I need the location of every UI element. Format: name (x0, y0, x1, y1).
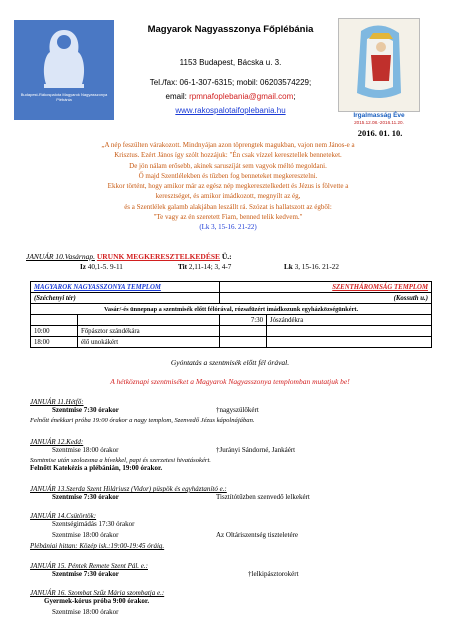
day-tuesday (30, 438, 430, 472)
church2-intention (267, 337, 432, 348)
day-thursday (30, 512, 430, 550)
church2-time (220, 337, 267, 348)
day-friday (30, 562, 430, 581)
day-note: Plébániai hittan: Közép isk.:19:00-19:45 óráig. (30, 542, 165, 550)
church2-intention: Jószándékra (267, 315, 432, 326)
email-suffix: ; (293, 92, 296, 101)
reading2-ref: 2,11-14; 3, 4-7 (187, 263, 232, 271)
church1-name: MAGYAROK NAGYASSZONYA TEMPLOM (31, 282, 220, 293)
day-saturday (30, 589, 430, 619)
address: 1153 Budapest, Bácska u. 3. (179, 58, 282, 67)
mass-time: Szentmise 18:00 órakor (52, 446, 119, 454)
day-title: JANUÁR 14.Csütörtök: (30, 512, 97, 520)
mass-intention: Tisztítótűzben szenvedő lelkekért (216, 493, 310, 501)
day-wednesday (30, 485, 430, 504)
logo-caption: Budapest-Rákospalota Magyarok Nagyasszonya Plébánia (20, 92, 108, 102)
gospel-book: Lk (284, 263, 293, 271)
quote-line: "Te vagy az én szeretett Fiam, benned telik kedvem." (153, 213, 303, 222)
day-title: JANUÁR 11.Hétfő: (30, 398, 84, 406)
day-note: Szentmise után szolozsma a hívekkel, papi és szerzetesi hivatásokért. (30, 457, 211, 464)
quote-line: Krisztus. Ezért János így szólt hozzájuk: "Én csak vízzel keresztellek benneteket. (114, 151, 342, 160)
day-title: JANUÁR 16. Szombat Szűz Mária szombatja e.: (30, 589, 165, 597)
day-title: JANUÁR 12.Kedd: (30, 438, 84, 446)
sunday-mass-table (30, 281, 432, 348)
church1-time: 18:00 (31, 337, 78, 348)
church2-location: (Kossuth u.) (220, 293, 432, 304)
confession-note: Gyóntatás a szentmisék előtt fél órával. (170, 358, 290, 367)
mercy-year-title: Irgalmasság Éve (353, 112, 405, 119)
day-note: Felnőtt énekkari próba 19:00 órakor a nagy templom, Szenvedő Jézus kápolnájában. (30, 417, 255, 424)
sunday-heading (26, 252, 446, 261)
church1-time (31, 315, 78, 326)
church2-time (220, 326, 267, 337)
quote-line: és a Szentlélek galamb alakjában leszállt rá. Szózat is hallatszott az égből: (124, 202, 332, 211)
mass-time: Szentmise 7:30 órakor (52, 570, 119, 578)
adoration-time: Szentségimádás 17:30 órakor (52, 520, 135, 528)
church1-intention (78, 315, 220, 326)
mass-intention: †lelkipásztorokért (248, 570, 299, 578)
church2-name: SZENTHÁROMSÁG TEMPLOM (220, 282, 432, 293)
quote-line: De jön nálam erősebb, akinek saruszíját sem vagyok méltó megoldani. (129, 161, 327, 170)
email-line (118, 92, 343, 101)
quote-line: Ő majd Szentlélekben és tűzben fog benneteket megkeresztelni. (138, 171, 318, 180)
sunday-feast: URUNK MEGKERESZTELKEDÉSE (96, 252, 220, 261)
table-row (31, 337, 432, 348)
sunday-day: JANUÁR 10.Vasárnap. (26, 252, 95, 261)
church1-time: 10:00 (31, 326, 78, 337)
website-link[interactable]: www.rakospalotaifoplebania.hu (175, 106, 286, 115)
reading1-book: Iz (80, 263, 86, 271)
gospel-quote (28, 140, 428, 233)
table-row (31, 315, 432, 326)
mass-time: Szentmise 7:30 órakor (52, 493, 119, 501)
quote-line: keresztséget, és amikor imádkozott, megnyílt az ég, (155, 192, 301, 201)
weekday-note: A hétköznapi szentmiséket a Magyarok Nagyasszonya templomban mutatjuk be! (110, 377, 350, 386)
church2-intention (267, 326, 432, 337)
church1-intention: Főpásztor szándékára (78, 326, 220, 337)
reading2-book: Tit (178, 263, 188, 271)
mass-intention: †nagyszülőkért (216, 406, 259, 414)
mass-time: Szentmise 7:30 órakor (52, 406, 119, 414)
day-monday (30, 398, 430, 424)
mercy-year-logo (338, 18, 420, 112)
mass-time: Szentmise 18:00 órakor (52, 608, 119, 616)
quote-line: Ekkor történt, hogy amikor már az egész nép megkeresztelkedett és Jézus is fölvette a (107, 182, 349, 191)
parish-title: Magyarok Nagyasszonya Főplébánia (147, 24, 314, 35)
gospel-ref: 3, 15-16. 21-22 (292, 263, 339, 271)
mass-intention: Az Oltáriszentség tiszteletére (216, 531, 299, 539)
mass-intention: †Jurányi Sándorné, Jankáért (216, 446, 296, 454)
email-label: email: (165, 92, 190, 101)
table-row (31, 326, 432, 337)
church2-time: 7:30 (220, 315, 267, 326)
quote-reference: (Lk 3, 15-16. 21-22) (199, 223, 257, 232)
bulletin-date: 2016. 01. 10. (357, 128, 403, 138)
website-line (118, 106, 343, 115)
mercy-year-dates: 2015.12.08.-2016.11.20. (354, 120, 404, 125)
phone-line: Tel./fax: 06-1-307-6315; mobil: 06203574229; (149, 78, 312, 87)
day-title: JANUÁR 13.Szerda Szent Hiláriusz (Vidor) püspök és egyháztanító e.: (30, 485, 227, 493)
reading1-ref: 40,1-5. 9-11 (86, 263, 123, 271)
parish-logo (14, 20, 114, 120)
mass-time: Szentmise 18:00 órakor (52, 531, 119, 539)
email-link[interactable]: rpmnafoplebania@gmail.com (189, 92, 294, 101)
church1-intention: élő unokákért (78, 337, 220, 348)
day-note-2: Felnőtt Katekézis a plébánián, 19:00 órakor. (30, 464, 163, 472)
quote-line: „A nép feszülten várakozott. Mindnyájan azon töprengtek magukban, vajon nem János-e a (101, 141, 355, 149)
church1-location: (Széchenyi tér) (31, 293, 220, 304)
rosary-notice: Vasár/-és ünnepnap a szentmisék előtt félórával, rózsafüzért imádkozunk egyházközségünkért. (31, 304, 432, 315)
sunday-feast-suffix: Ü.: (220, 252, 232, 261)
day-title: JANUÁR 15. Péntek Remete Szent Pál. e.: (30, 562, 148, 570)
choir-rehearsal: Gyermek-kórus próba 9:00 órakor. (44, 597, 150, 605)
